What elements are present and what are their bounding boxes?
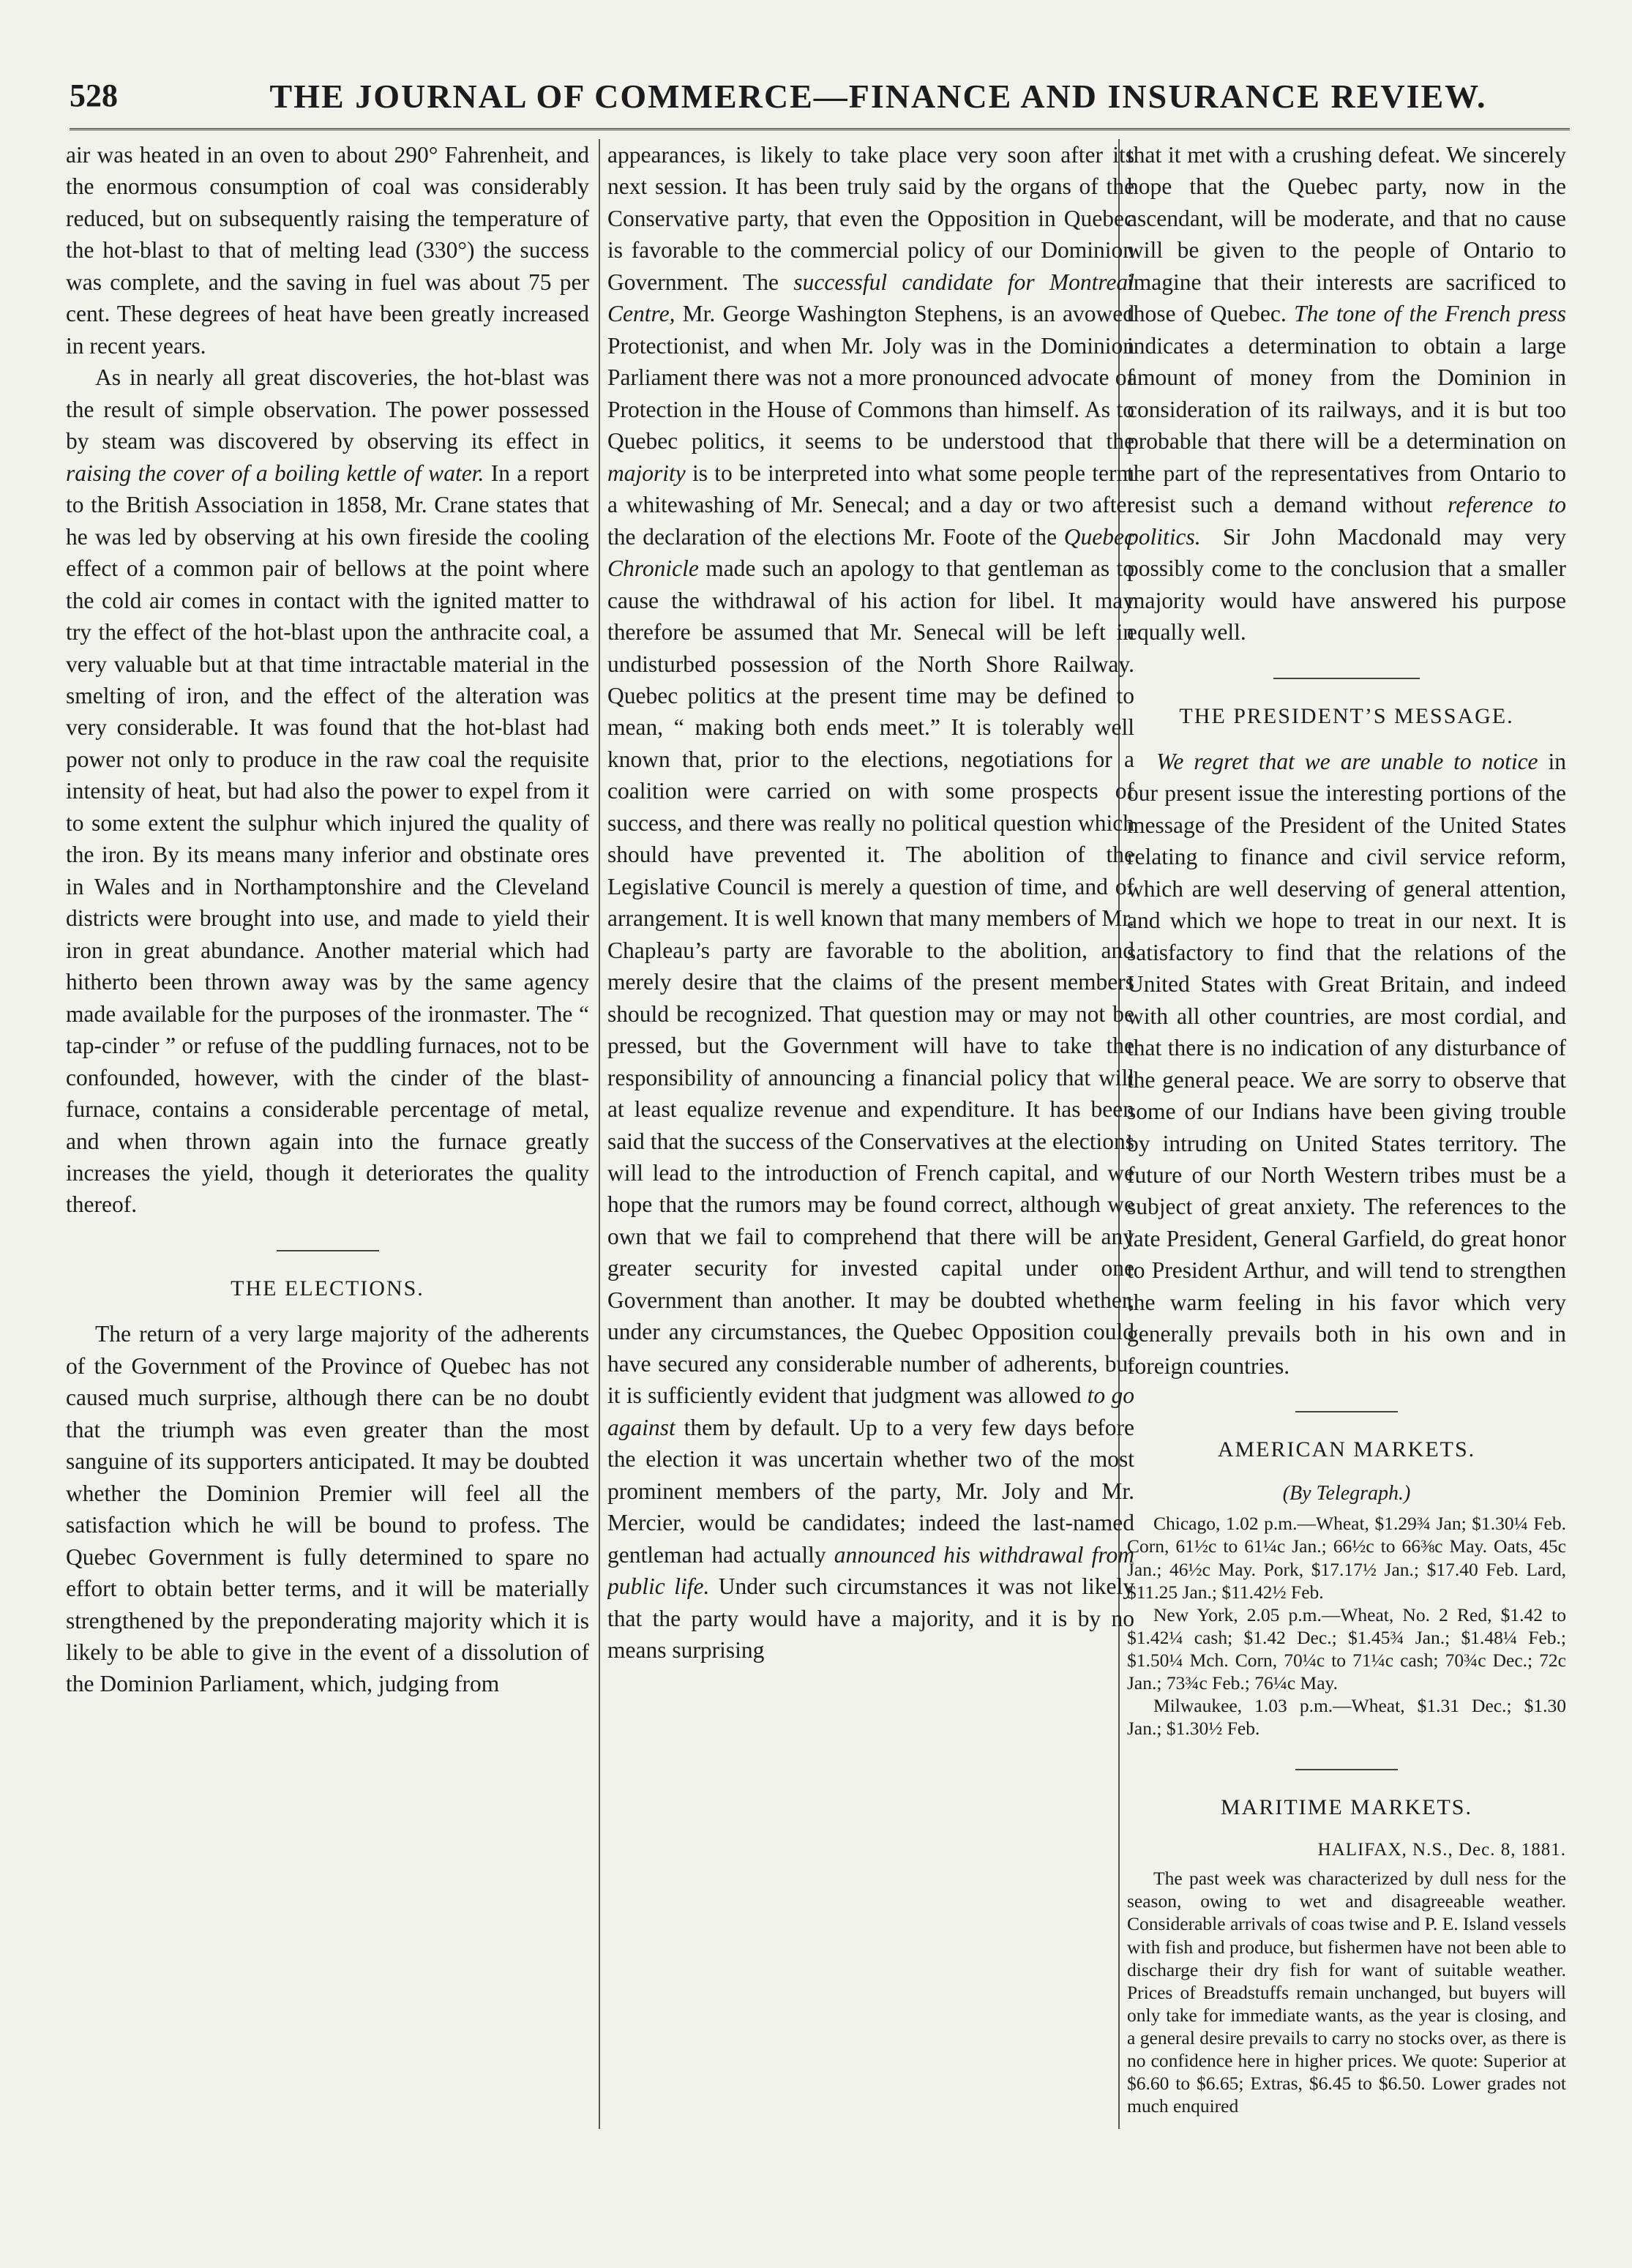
journal-title: THE JOURNAL OF COMMERCE—FINANCE AND INSURANCE REVIEW.	[269, 78, 1487, 115]
section-separator	[1295, 1769, 1398, 1770]
section-separator	[1295, 1411, 1398, 1412]
american-markets-heading: AMERICAN MARKETS.	[1217, 1437, 1476, 1462]
maritime-markets-heading: MARITIME MARKETS.	[1220, 1795, 1472, 1820]
maritime-dateline: HALIFAX, N.S., Dec. 8, 1881.	[1317, 1839, 1566, 1860]
column-divider	[599, 139, 600, 2129]
market-new-york: New York, 2.05 p.m.—Wheat, No. 2 Red, $1.42 to $1.42¼ cash; $1.42 Dec.; $1.45¾ Jan.; $1.48¼ Feb.; $1.50¼ Mch. Corn, 70¼c to 71¼c cash; 70¾c Dec.; 72c Jan.; 73¾c Feb.; 76¼c May.	[1127, 1603, 1566, 1694]
section-separator	[277, 1250, 379, 1251]
president-message-heading: THE PRESIDENT’S MESSAGE.	[1179, 703, 1514, 728]
elections-conclusion: that it met with a crushing defeat. We sincerely hope that the Quebec party, now in the ascendant, will be moderate, and that no cause will be given to the people of Ontario to imagine that their interests are sacrificed to those of Quebec. The tone of the French press indicates a determination to obtain a large amount of money from the Dominion in consideration of its railways, and it is but too probable that there will be a determination on the part of the representatives from Ontario to resist such a demand without reference to politics. Sir John Macdonald may very possibly come to the conclusion that a smaller majority would have answered his purpose equally well.	[1127, 142, 1566, 645]
market-milwaukee: Milwaukee, 1.03 p.m.—Wheat, $1.31 Dec.; $1.30 Jan.; $1.30½ Feb.	[1127, 1695, 1566, 1740]
maritime-paragraph: The past week was characterized by dull ness for the season, owing to wet and disagreeable weather. Considerable arrivals of coas twise and P. E. Island vessels with fish and produce, but fishermen have not been able to discharge their dry fish for want of suitable weather. Prices of Breadstuffs remain unchanged, but buyers will only take for immediate wants, as the year is closing, and a general desire prevails to carry no stocks over, as there is no confidence here in higher prices. We quote: Superior at $6.60 to $6.65; Extras, $6.45 to $6.50. Lower grades not much enquired	[1127, 1868, 1566, 2117]
hot-blast-paragraph-1: air was heated in an oven to about 290° Fahrenheit, and the enormous consumption of coal was considerably reduced, but on subsequently raising the temperature of the hot-blast to that of melting lead (330°) the success was complete, and the saving in fuel was about 75 per cent. These degrees of heat have been greatly increased in recent years.	[66, 142, 589, 359]
column-1	[66, 139, 589, 2129]
president-message-body: We regret that we are unable to notice in our present issue the interesting portions of the message of the President of the United States relating to finance and civil service reform, which are well deserving of general attention, and which we hope to treat in our next. It is satisfactory to find that the relations of the United States with Great Britain, and indeed with all other countries, are most cordial, and that there is no indication of any disturbance of the general peace. We are sorry to observe that some of our Indians have been giving trouble by intruding on United States territory. The future of our North Western tribes must be a subject of great anxiety. The references to the late President, General Garfield, do great honor to President Arthur, and will tend to strengthen the warm feeling in his favor which very generally prevails both in his own and in foreign countries.	[1127, 748, 1566, 1379]
column-2	[607, 139, 1134, 2129]
american-markets-body	[1127, 1512, 1566, 1740]
page-header	[70, 70, 1570, 130]
maritime-markets-body	[1127, 1867, 1566, 2117]
market-chicago: Chicago, 1.02 p.m.—Wheat, $1.29¾ Jan; $1.30¼ Feb. Corn, 61½c to 61¼c Jan.; 66½c to 66⅜c May. Oats, 45c Jan.; 46½c May. Pork, $17.17½ Jan.; $17.40 Feb. Lard, $11.25 Jan.; $11.42½ Feb.	[1127, 1513, 1566, 1603]
elections-paragraph-1: The return of a very large majority of the adherents of the Government of the Province of Quebec has not caused much surprise, although there can be no doubt that the triumph was even greater than the most sanguine of its supporters anticipated. It may be doubted whether the Dominion Premier will feel all the satisfaction which he will be bound to profess. The Quebec Government is fully determined to spare no effort to obtain better terms, and it will be materially strengthened by the preponderating majority which it is likely to be able to give in the event of a dissolution of the Dominion Parliament, which, judging from	[66, 1321, 589, 1697]
elections-heading: THE ELECTIONS.	[231, 1276, 424, 1300]
american-markets-subheading: (By Telegraph.)	[1282, 1481, 1411, 1505]
hot-blast-paragraph-2: As in nearly all great discoveries, the hot-blast was the result of simple observation. The power possessed by steam was discovered by observing its effect in raising the cover of a boiling kettle of water. In a report to the British Association in 1858, Mr. Crane states that he was led by observing at his own fireside the cooling effect of a common pair of bellows at the point where the cold air comes in contact with the ignited matter to try the effect of the hot-blast upon the anthracite coal, a very valuable but at that time intractable material in the smelting of iron, and the effect of the alteration was very considerable. It was found that the hot-blast had power not only to produce in the raw coal the requisite intensity of heat, but had also the power to expel from it to some extent the sulphur which injured the quality of the iron. By its means many inferior and obstinate ores in Wales and in Northamptonshire and the Cleveland districts were brought into use, and made to yield their iron in great abundance. Another material which had hitherto been thrown away was by the same agency made available for the purposes of the ironmaster. The “ tap-cinder ” or refuse of the puddling furnaces, not to be confounded, however, with the cinder of the blast-furnace, contains a considerable percentage of metal, and when thrown again into the furnace greatly increases the yield, though it deteriorates the quality thereof.	[66, 364, 589, 1218]
column-3	[1127, 139, 1566, 2129]
page-number: 528	[70, 78, 118, 113]
section-separator	[1273, 678, 1420, 679]
elections-continued: appearances, is likely to take place very soon after its next session. It has been truly said by the organs of the Conservative party, that even the Opposition in Quebec is favorable to the commercial policy of our Dominion Government. The successful candidate for Montreal Centre, Mr. George Washington Stephens, is an avowed Protectionist, and when Mr. Joly was in the Dominion Parliament there was not a more pronounced advocate of Protection in the House of Commons than himself. As to Quebec politics, it seems to be understood that the majority is to be interpreted into what some people term a whitewashing of Mr. Senecal; and a day or two after the declaration of the elections Mr. Foote of the Quebec Chronicle made such an apology to that gentleman as to cause the withdrawal of his action for libel. It may therefore be assumed that Mr. Senecal will be left in undisturbed possession of the North Shore Railway. Quebec politics at the present time may be defined to mean, “ making both ends meet.” It is tolerably well known that, prior to the elections, negotiations for a coalition were carried on with some prospects of success, and there was really no political question which should have prevented it. The abolition of the Legislative Council is merely a question of time, and of arrangement. It is well known that many members of Mr. Chapleau’s party are favorable to the abolition, and merely desire that the claims of the present members should be recognized. That question may or may not be pressed, but the Government will have to take the responsibility of announcing a financial policy that will at least equalize revenue and expenditure. It has been said that the success of the Conservatives at the elections will lead to the introduction of French capital, and we hope that the rumors may be found correct, although we own that we fail to comprehend that there will be any greater security for invested capital under one Government than another. It may be doubted whether, under any circumstances, the Quebec Opposition could have secured any considerable number of adherents, but it is sufficiently evident that judgment was allowed to go against them by default. Up to a very few days before the election it was uncertain whether two of the most prominent members of the party, Mr. Joly and Mr. Mercier, would be candidates; indeed the last-named gentleman had actually announced his withdrawal from public life. Under such circumstances it was not likely that the party would have a majority, and it is by no means surprising	[607, 142, 1134, 1663]
